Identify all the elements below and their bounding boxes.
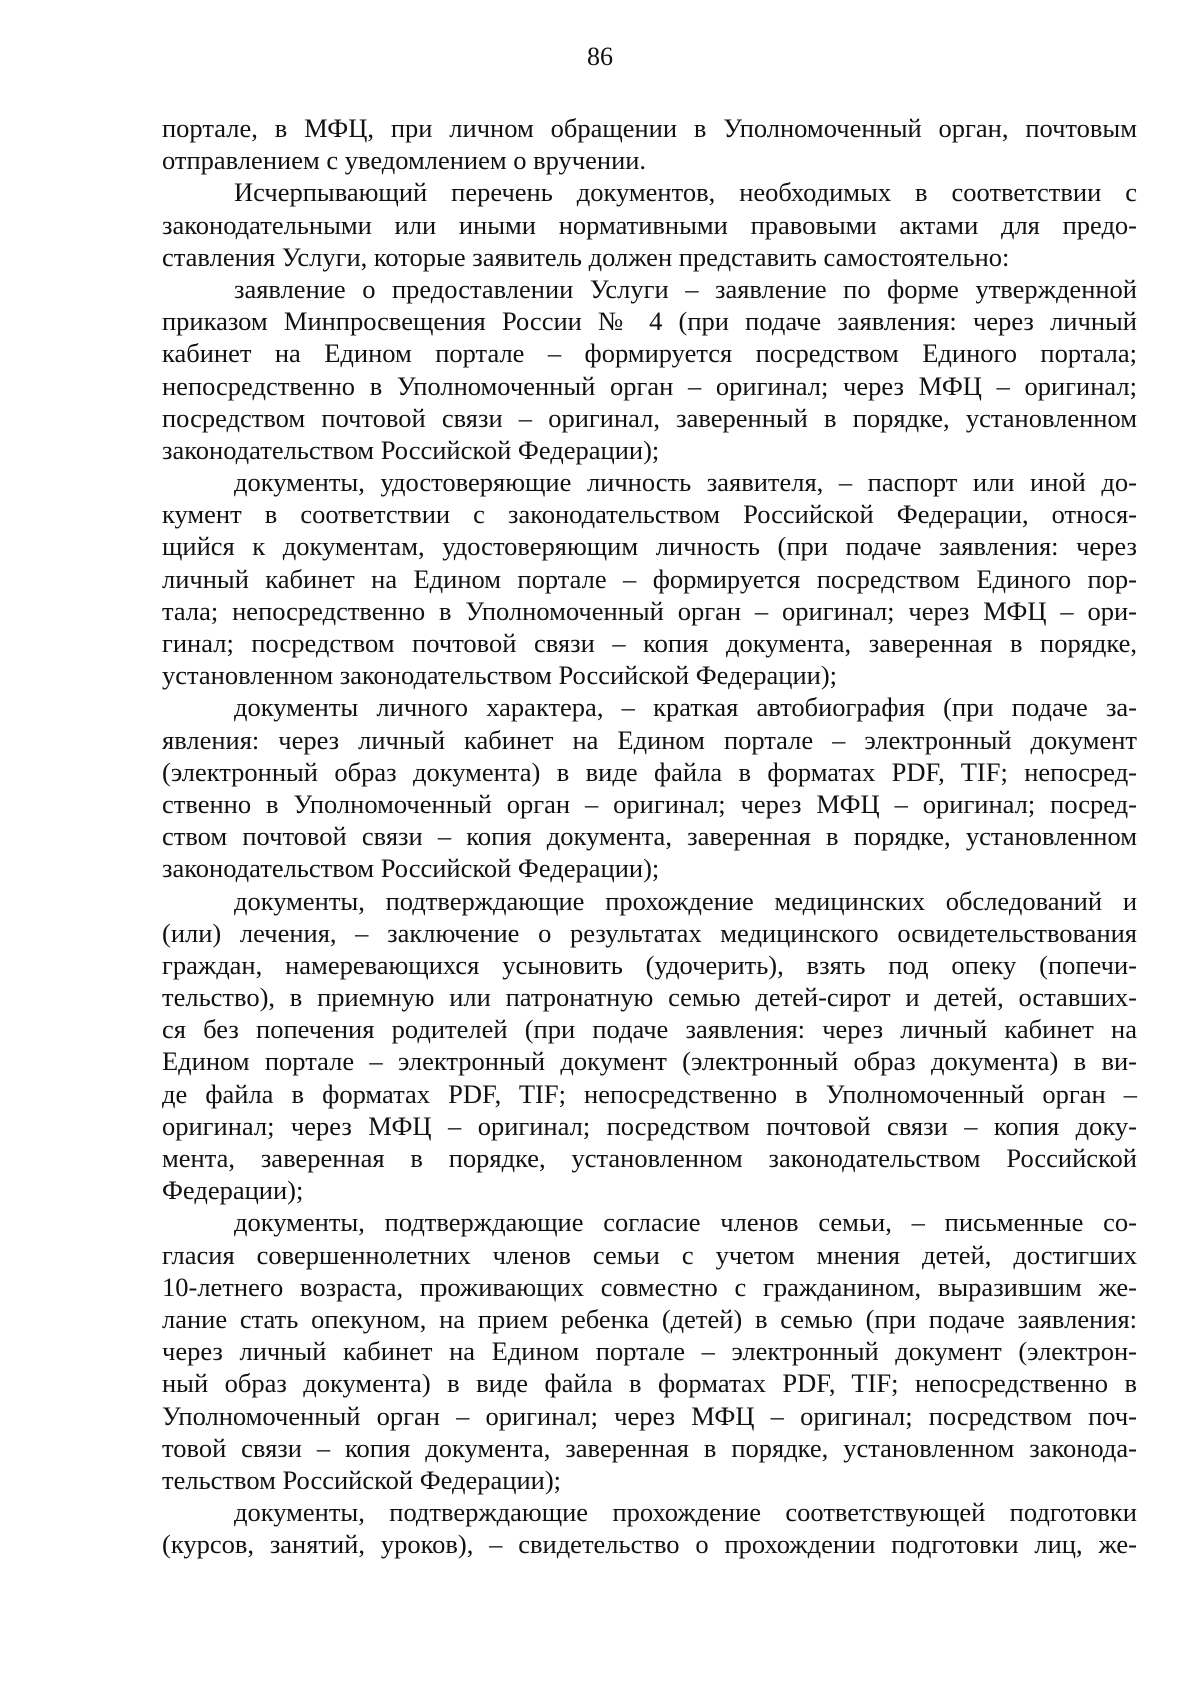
text-line: через личный кабинет на Едином портале – электронный документ (электрон-	[162, 1336, 1137, 1367]
text-line: законодательством Российской Федерации);	[162, 434, 660, 465]
text-line: документы, подтверждающие прохождение медицинских обследований и	[234, 885, 1137, 916]
text-line: Едином портале – электронный документ (электронный образ документа) в ви-	[162, 1046, 1137, 1077]
text-line: щийся к документам, удостоверяющим личность (при подаче заявления: через	[162, 531, 1137, 562]
text-line: ственно в Уполномоченный орган – оригинал; через МФЦ – оригинал; посред-	[162, 788, 1137, 819]
text-line: законодательными или иными нормативными правовыми актами для предо-	[162, 209, 1137, 240]
text-line: Исчерпывающий перечень документов, необходимых в соответствии с	[234, 177, 1137, 208]
page-number: 86	[587, 42, 613, 71]
text-line: ством почтовой связи – копия документа, заверенная в порядке, установленном	[162, 821, 1137, 852]
text-line: ставления Услуги, которые заявитель должен представить самостоятельно:	[162, 241, 1010, 272]
text-line: явления: через личный кабинет на Едином портале – электронный документ	[162, 724, 1137, 755]
text-line: личный кабинет на Едином портале – формируется посредством Единого пор-	[162, 563, 1137, 594]
text-line: Уполномоченный орган – оригинал; через МФЦ – оригинал; посредством поч-	[162, 1400, 1137, 1431]
text-line: документы личного характера, – краткая автобиография (при подаче за-	[234, 692, 1137, 723]
text-line: оригинал; через МФЦ – оригинал; посредством почтовой связи – копия доку-	[162, 1110, 1137, 1141]
text-line: (курсов, занятий, уроков), – свидетельство о прохождении подготовки лиц, же-	[162, 1529, 1137, 1560]
text-line: гинал; посредством почтовой связи – копия документа, заверенная в порядке,	[162, 628, 1137, 658]
text-line: 10-летнего возраста, проживающих совместно с гражданином, выразившим же-	[162, 1271, 1137, 1302]
text-line: товой связи – копия документа, заверенная в порядке, установленном законода-	[162, 1432, 1137, 1463]
text-line: документы, подтверждающие прохождение соответствующей подготовки	[234, 1497, 1137, 1528]
text-line: тала; непосредственно в Уполномоченный орган – оригинал; через МФЦ – ори-	[162, 595, 1137, 626]
text-line: посредством почтовой связи – оригинал, заверенный в порядке, установленном	[162, 402, 1137, 433]
text-line: ный образ документа) в виде файла в форматах PDF, TIF; непосредственно в	[162, 1368, 1137, 1399]
text-line: порталe, в МФЦ, при личном обращении в Уполномоченный орган, почтовым	[162, 113, 1137, 143]
text-line: кумент в соответствии с законодательством Российской Федерации, относя-	[162, 499, 1137, 530]
text-line: отправлением с уведомлением о вручении.	[162, 145, 647, 176]
text-line: заявление о предоставлении Услуги – заявление по форме утвержденной	[234, 273, 1137, 304]
text-line: де файла в форматах PDF, TIF; непосредственно в Уполномоченный орган –	[162, 1078, 1137, 1109]
text-line: ся без попечения родителей (при подаче заявления: через личный кабинет на	[162, 1014, 1137, 1045]
text-line: мента, заверенная в порядке, установленном законодательством Российской	[162, 1143, 1137, 1173]
text-line: тельством Российской Федерации);	[162, 1464, 562, 1495]
text-line: непосредственно в Уполномоченный орган – оригинал; через МФЦ – оригинал;	[162, 370, 1137, 401]
text-line: гласия совершеннолетних членов семьи с учетом мнения детей, достигших	[162, 1239, 1137, 1270]
text-line: граждан, намеревающихся усыновить (удочерить), взять под опеку (попечи-	[162, 949, 1137, 980]
text-line: (или) лечения, – заключение о результатах медицинского освидетельствования	[162, 917, 1137, 948]
text-line: документы, подтверждающие согласие членов семьи, – письменные со-	[234, 1207, 1137, 1238]
text-line: тельство), в приемную или патронатную семью детей-сирот и детей, оставших-	[162, 982, 1137, 1013]
text-line: установленном законодательством Российской Федерации);	[162, 660, 838, 691]
text-line: (электронный образ документа) в виде файла в форматах PDF, TIF; непосред-	[162, 756, 1137, 787]
text-line: законодательством Российской Федерации);	[162, 853, 660, 884]
text-line: Федерации);	[162, 1175, 304, 1206]
text-line: кабинет на Едином портале – формируется посредством Единого портала;	[162, 338, 1137, 369]
body-text	[162, 112, 1137, 1560]
text-line: лание стать опекуном, на прием ребенка (детей) в семью (при подаче заявления:	[162, 1303, 1137, 1334]
text-line: документы, удостоверяющие личность заявителя, – паспорт или иной до-	[234, 467, 1137, 498]
text-line: приказом Минпросвещения России № 4 (при подаче заявления: через личный	[162, 306, 1137, 337]
